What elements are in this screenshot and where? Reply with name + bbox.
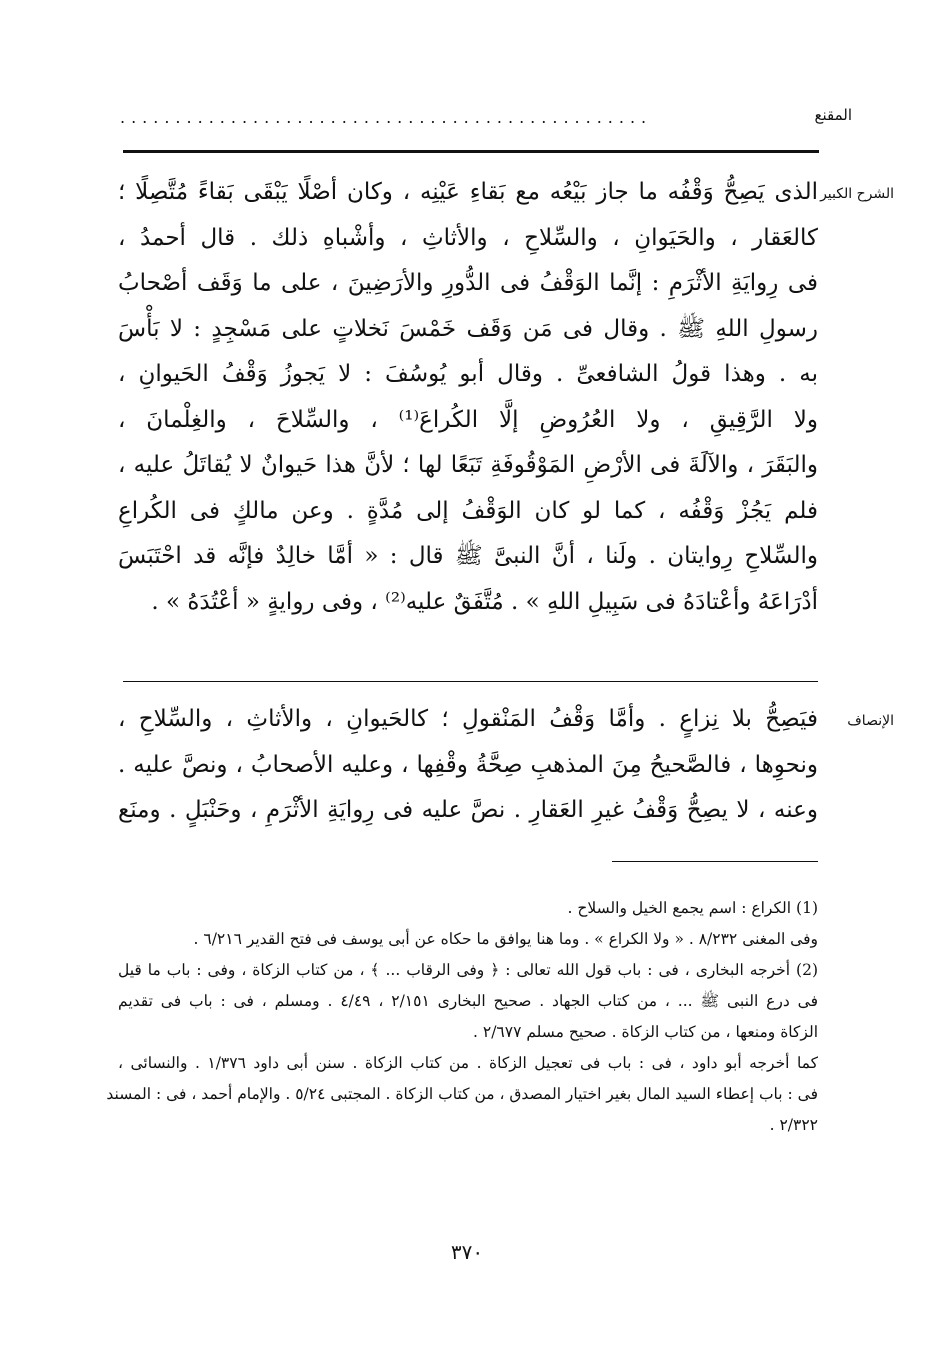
sharh-text-block [118,170,818,625]
text-line: رسولِ اللهِ ﷺ . وقال فى مَن وَقَف خَمْسَ نَخلاتٍ على مَسْجِدٍ : لا بَأْسَ [118,315,818,342]
insaf-text-block [118,697,818,834]
footnote-line: فى : باب إعطاء السيد المال بغير اختيار المصدق ، من كتاب الزكاة . المجتبى ٥/٢٤ . والإمام أحمد ، فى : المسند [106,1085,818,1103]
text-line: أدْرَاعَهُ وأعْتادَهُ فى سَبِيلِ اللهِ » . مُتَّفَقٌ عليه⁽²⁾ ، وفى روايةٍ « أعْتُدَهُ » . [151,588,818,615]
text-line: ولا الرَّقِيقِ ، ولا العُرُوضِ إلَّا الكُراعَ⁽¹⁾ ، والسِّلاحَ ، والغِلْمانَ ، [118,406,818,433]
text-line: ونحوِها ، فالصَّحيحُ مِنَ المذهبِ صِحَّةُ وقْفِها ، وعليه الأصحابُ ، ونصَّ عليه . [118,751,818,778]
footnote-line: فى درع النبى ﷺ ... ، من كتاب الجهاد . صحيح البخارى ٢/١٥١ ، ٤/٤٩ . ومسلم ، فى : باب فى تقديم [118,992,818,1010]
footnote-line: (1) الكراع : اسم يجمع الخيل والسلاح . [567,899,818,917]
side-label-insaf: الإنصاف [847,713,894,729]
text-line: وعنه ، لا يصِحُّ وَقْفُ غيرِ العَقارِ . نصَّ عليه فى رِوايَةِ الأثْرَمِ ، وحَنْبَلٍ . ومنَع [118,797,818,823]
page-number: ٣٧٠ [450,1240,484,1264]
text-line: فلم يَجُزْ وَقْفُه ، كما لو كان الوَقْفُ إلى مُدَّةٍ . وعن مالكٍ فى الكُراعِ [118,497,818,524]
text-line: والبَقَرَ ، والآلَةَ فى الأرْضِ المَوْقُوفَةِ تَبَعًا لها ؛ لأنَّ هذا حَيوانٌ لا يُقاتَلُ عليه ، [118,452,818,478]
text-line: الذى يَصِحُّ وَقْفُه ما جاز بَيْعُه مع بَقاءِ عَيْنِه ، وكان أصْلًا يَبْقَى بَقاءً مُتَّصِلًا ؛ [118,179,818,205]
footnote-line: كما أخرجه أبو داود ، فى : باب فى تعجيل الزكاة . من كتاب الزكاة . سنن أبى داود ١/٣٧٦ . والنسائى ، [118,1054,819,1072]
running-title: المقنع [814,106,852,124]
text-line: فيَصِحُّ بلا نِزاعٍ . وأمَّا وَقْفُ المَنْقولِ ؛ كالحَيوانِ ، والأثاثِ ، والسِّلاحِ ، [118,706,818,732]
footnote-line: وفى المغنى ٨/٢٣٢ . « ولا الكراع » . وما هنا يوافق ما حكاه عن أبى يوسف فى فتح القدير ٦/٢١٦ . [193,930,818,948]
section-divider [123,681,818,682]
footnote-rule [612,861,818,862]
footnote-line: (2) أخرجه البخارى ، فى : باب قول الله تعالى : ﴿ وفى الرقاب ... ﴾ ، من كتاب الزكاة ، وفى : باب ما قيل [118,961,818,979]
header-rule [123,150,819,153]
footnote-line: الزكاة ومنعها ، من كتاب الزكاة . صحيح مسلم ٢/٦٧٧ . [473,1023,818,1041]
header-dotted-leader: ................................................ [120,108,653,127]
text-line: والسِّلاحِ رِوايتان . ولَنا ، أنَّ النبىَّ ﷺ قال : « أمَّا خالِدٌ فإنَّه قد احْتَبَسَ [118,543,818,569]
side-label-sharh: الشرح الكبير [820,186,894,202]
text-line: به . وهذا قولُ الشافعىِّ . وقال أبو يُوسُفَ : لا يَجوزُ وَقْفُ الحَيوانِ ، [118,361,818,387]
footnotes [106,893,819,1141]
text-line: كالعَقار ، والحَيَوانِ ، والسِّلاحِ ، والأثاثِ ، وأشْباهِ ذلك . قال أحمدُ ، [118,224,818,251]
text-line: فى رِوايَةِ الأثْرَمِ : إنَّما الوَقْفُ فى الدُّورِ والأرَضِينَ ، على ما وَقَف أصْحابُ [118,270,818,296]
footnote-line: ٢/٣٢٢ . [769,1116,818,1134]
